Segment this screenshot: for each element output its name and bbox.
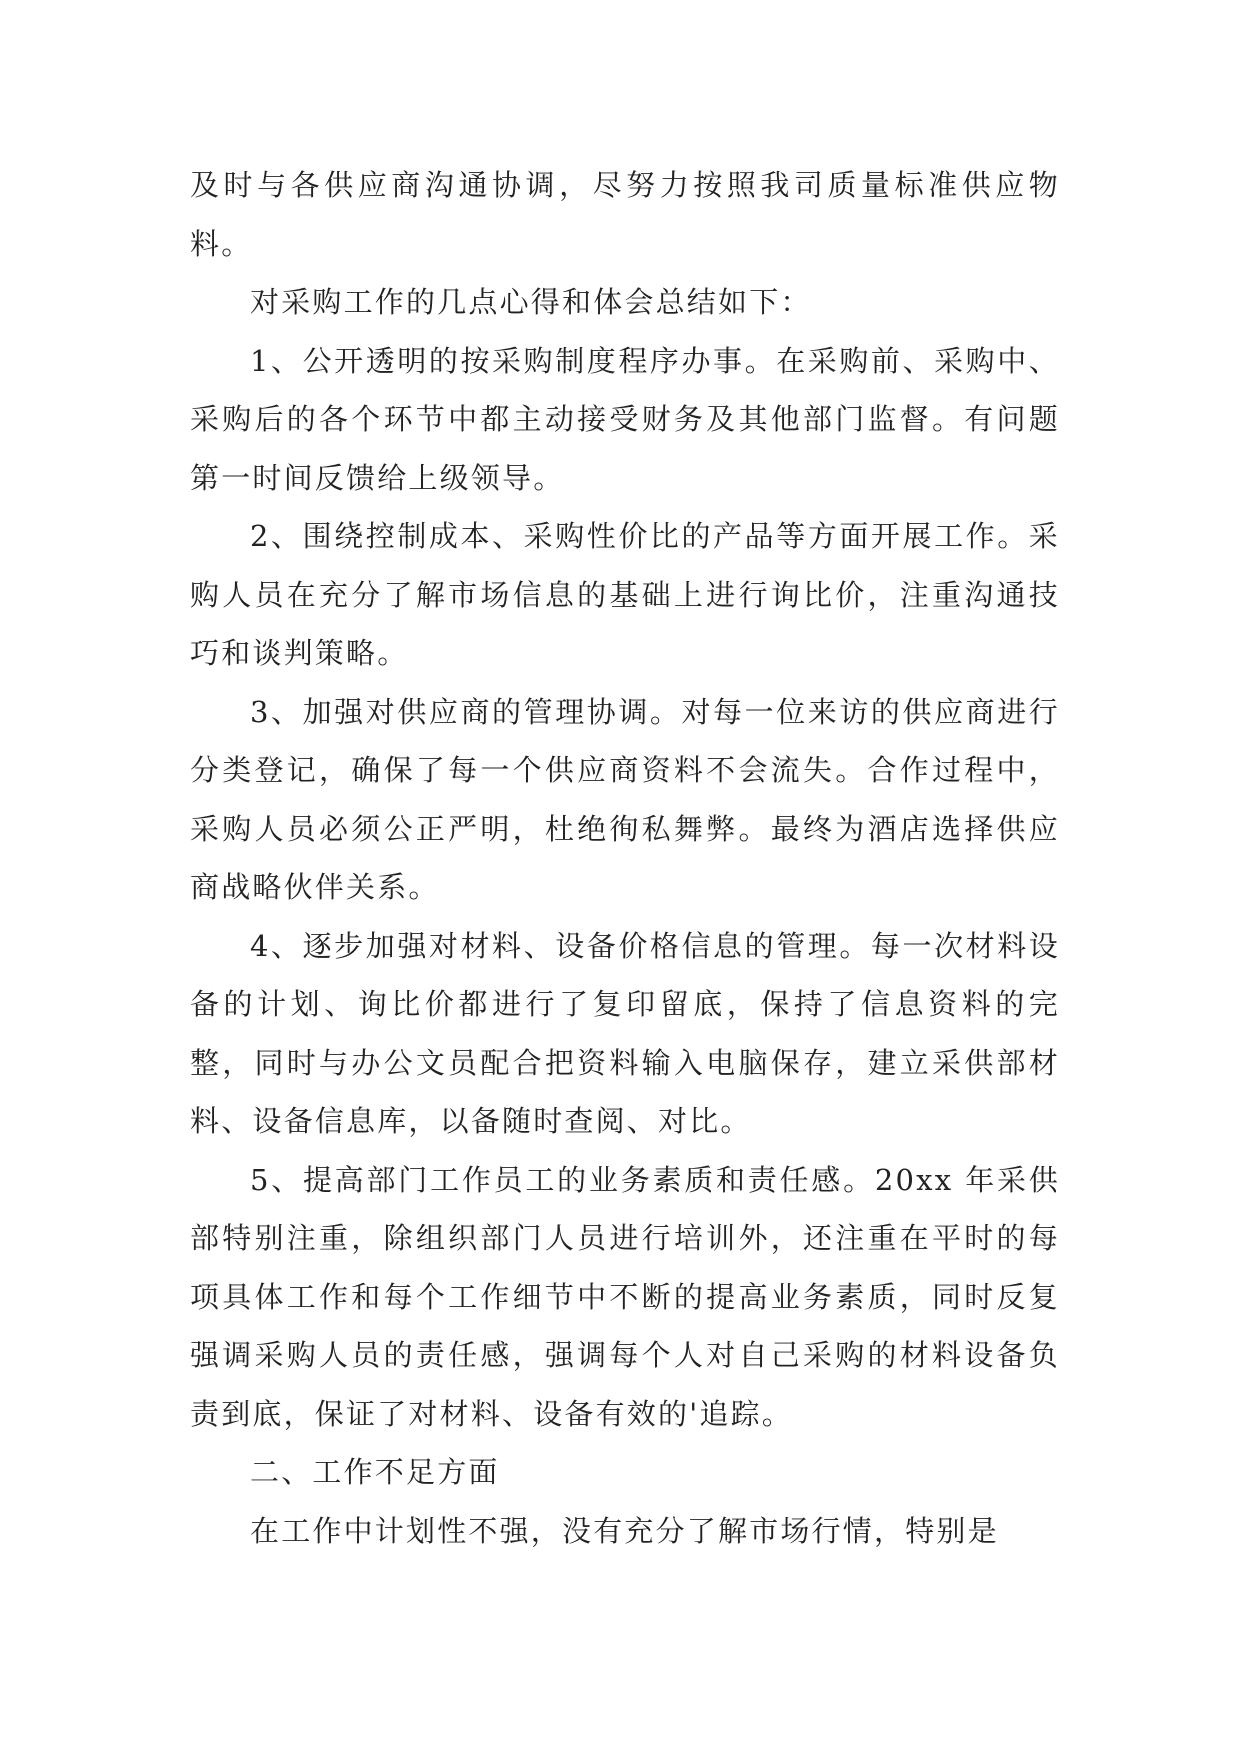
document-body [190, 156, 1060, 1560]
paragraph-point-2: 2、围绕控制成本、采购性价比的产品等方面开展工作。采购人员在充分了解市场信息的基础上进行询比价，注重沟通技巧和谈判策略。 [190, 519, 1060, 670]
paragraph-point-1: 1、公开透明的按采购制度程序办事。在采购前、采购中、采购后的各个环节中都主动接受财务及其他部门监督。有问题第一时间反馈给上级领导。 [190, 343, 1060, 495]
paragraph-summary-intro: 对采购工作的几点心得和体会总结如下： [250, 285, 812, 319]
paragraph-continuation: 及时与各供应商沟通协调，尽努力按照我司质量标准供应物料。 [190, 168, 1060, 261]
paragraph-shortcomings: 在工作中计划性不强，没有充分了解市场行情，特别是 [250, 1513, 999, 1548]
paragraph-point-3: 3、加强对供应商的管理协调。对每一位来访的供应商进行分类登记，确保了每一个供应商资料不会流失。合作过程中，采购人员必须公正严明，杜绝徇私舞弊。最终为酒店选择供应商战略伙伴关系。 [190, 694, 1060, 904]
section-heading-shortcomings: 二、工作不足方面 [250, 1455, 500, 1489]
paragraph-point-4: 4、逐步加强对材料、设备价格信息的管理。每一次材料设备的计划、询比价都进行了复印留底，保持了信息资料的完整，同时与办公文员配合把资料输入电脑保存，建立采供部材料、设备信息库，以备随时查阅、对比。 [190, 928, 1060, 1138]
paragraph-point-5: 5、提高部门工作员工的业务素质和责任感。20xx 年采供部特别注重，除组织部门人员进行培训外，还注重在平时的每项具体工作和每个工作细节中不断的提高业务素质，同时反复强调采购人员的责任感，强调每个人对自己采购的材料设备负责到底，保证了对材料、设备有效的'追踪。 [190, 1162, 1060, 1431]
